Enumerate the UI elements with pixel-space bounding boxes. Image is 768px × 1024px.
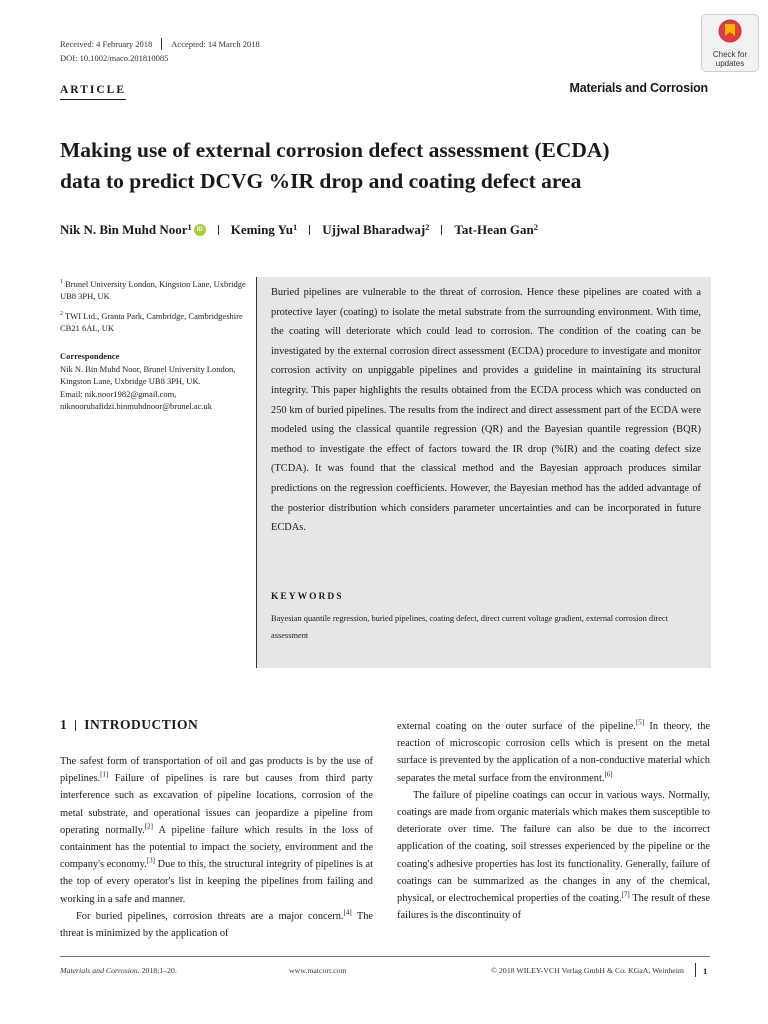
citation-link[interactable]: [1] <box>100 770 109 779</box>
page-number: 1 <box>703 966 708 976</box>
correspondence-email[interactable]: Email: nik.noor1982@gmail.com, <box>60 388 177 399</box>
text-run: Due to this, the structural integrity of pipelines is at the top of every operator's list in keeping the pipelines from failing and working in a safe and manner. <box>60 859 373 905</box>
author-name: Keming Yu <box>230 222 293 237</box>
citation-link[interactable]: [7] <box>621 890 630 899</box>
author-list <box>60 222 538 238</box>
affiliation-2 <box>60 308 250 335</box>
divider <box>161 38 162 50</box>
citation-link[interactable]: [5] <box>635 718 645 727</box>
body-column-left <box>60 753 373 942</box>
text-run: The failure of pipeline coatings can occur in various ways. Normally, coatings are made from organic materials which makes them susceptible to deteriorate over time. The failure can also be due to the incorrect application of the coating, soil stresses experienced by the pipeline or the coating's adhesive properties has lost its functionality. Generally, failure of coatings can be summarized as the changes in any of the chemical, physical, or electrochemical properties of the coating. <box>397 789 710 905</box>
received-accepted-line <box>60 38 260 50</box>
text-run: The result of these failures is the discontinuity of <box>397 893 710 922</box>
title-line-2: data to predict DCVG %IR drop and coating defect area <box>60 169 582 193</box>
journal-name[interactable]: Materials and Corrosion <box>569 81 708 95</box>
author-affiliation-mark: 2 <box>425 222 430 232</box>
text-run: The threat is minimized by the application of <box>60 910 373 940</box>
citation-link[interactable]: [6] <box>604 770 613 779</box>
divider <box>75 720 76 731</box>
correspondence-heading: Correspondence <box>60 351 120 361</box>
abstract-text: Buried pipelines are vulnerable to the threat of corrosion. Hence these pipelines are coated with a protective layer (coating) to isolate the metal substrate from the surrounding environment. With time, the coating will deteriorate which could lead to corrosion. The condition of the coating can be investigated by the external corrosion direct assessment (ECDA) procedure to investigate and monitor corrosion activity on unpiggable pipelines and provides a guideline in maintaining its structural integrity. This paper highlights the results obtained from the ECDA process which was conducted on 250 km of buried pipelines. The results from the indirect and direct assessment part of the ECDA were modeled using the classical quantile regression (QR) and the Bayesian quantile regression (BQR) method to investigate the effect of factors toward the IR drop (%IR) and the coating defect size (TCDA). It was found that the classical method and the Bayesian approach produces similar predictions on the regression coefficients. However, the Bayesian method has the added advantage of the posterior distribution which considers parameter uncertainties and can be incorporated in future ECDAs. <box>271 287 701 534</box>
check-for-updates-icon <box>717 19 743 49</box>
keywords-heading: KEYWORDS <box>271 592 344 602</box>
author-1[interactable] <box>60 222 192 238</box>
citation-link[interactable]: [2] <box>144 822 153 831</box>
footer-copyright: © 2018 WILEY-VCH Verlag GmbH & Co. KGaA, Weinheim <box>491 966 684 975</box>
orcid-icon[interactable]: iD <box>194 224 206 236</box>
paragraph <box>397 787 710 925</box>
paragraph <box>60 753 373 908</box>
abstract-box <box>256 277 711 668</box>
author-name: Nik N. Bin Muhd Noor <box>60 222 188 237</box>
divider <box>309 225 310 235</box>
author-affiliation-mark: 1 <box>187 222 192 232</box>
section-number: 1 <box>60 717 68 732</box>
body-column-right <box>397 718 710 924</box>
section-heading <box>60 717 198 733</box>
text-run: For buried pipelines, corrosion threats are a major concern. <box>76 910 344 922</box>
correspondence-text: Nik N. Bin Muhd Noor, Brunel University London, Kingston Lane, Uxbridge UB8 3PH, UK. <box>60 363 236 386</box>
citation-link[interactable]: [3] <box>146 856 155 865</box>
text-run: external coating on the outer surface of the pipeline. <box>397 721 636 732</box>
check-for-updates-badge[interactable] <box>701 14 759 72</box>
author-affiliation-mark: 1 <box>293 222 298 232</box>
author-4[interactable] <box>454 222 538 238</box>
footer-rule <box>60 956 710 957</box>
section-title: INTRODUCTION <box>84 717 199 732</box>
text-run: In theory, the reaction of microscopic corrosion cells which is present on the metal surface is prevented by the application of a non-conductive material which separates the metal surface from the environment. <box>397 721 710 784</box>
footer-year-pages: 2018;1–20. <box>139 966 177 975</box>
paragraph <box>397 718 710 787</box>
title-line-1: Making use of external corrosion defect assessment (ECDA) <box>60 138 610 162</box>
affiliation-mark: 1 <box>60 279 63 285</box>
divider <box>218 225 219 235</box>
accepted-date: Accepted: 14 March 2018 <box>171 39 260 49</box>
doi[interactable]: DOI: 10.1002/maco.201810085 <box>60 53 169 63</box>
affiliation-text: Brunel University London, Kingston Lane, Uxbridge UB8 3PH, UK <box>60 278 246 302</box>
text-run: A pipeline failure which results in the loss of containment has the potential to impact the society, environment and the company's economy. <box>60 824 373 871</box>
badge-line-1: Check for <box>712 50 748 59</box>
correspondence-email[interactable]: niknooruhafidzi.binmuhdnoor@brunel.ac.uk <box>60 401 213 411</box>
author-affiliation-mark: 2 <box>533 222 539 232</box>
paper-title <box>60 135 720 197</box>
text-run: The safest form of transportation of oil and gas products is by the use of pipelines. <box>60 756 373 785</box>
affiliation-1 <box>60 276 250 303</box>
received-date: Received: 4 February 2018 <box>60 39 153 49</box>
article-type-label: ARTICLE <box>60 84 126 100</box>
citation-link[interactable]: [4] <box>343 908 352 917</box>
author-3[interactable] <box>322 222 429 238</box>
footer-website[interactable]: www.matcorr.com <box>289 966 347 975</box>
divider <box>441 225 442 235</box>
paragraph <box>60 908 373 942</box>
correspondence-block <box>60 350 250 413</box>
affiliation-mark: 2 <box>60 311 63 317</box>
divider <box>695 963 696 977</box>
badge-line-2: updates <box>715 58 745 68</box>
author-name: Tat-Hean Gan <box>454 222 534 237</box>
author-2[interactable] <box>231 222 298 238</box>
footer-journal: Materials and Corrosion. <box>60 966 140 975</box>
affiliation-text: TWI Ltd., Granta Park, Cambridge, Cambridgeshire CB21 6AL, UK <box>60 310 243 334</box>
footer-citation <box>60 966 177 975</box>
author-name: Ujjwal Bharadwaj <box>322 222 426 237</box>
text-run: Failure of pipelines is rare but causes from third party interference such as excavation of pipeline locations, corrosion of the metal substrate, and operational issues can jeopardize a pipeline from operating normally. <box>60 773 373 836</box>
keywords-text: Bayesian quantile regression, buried pipelines, coating defect, direct current voltage gradient, external corrosion direct assessment <box>271 614 668 640</box>
badge-label <box>713 51 747 68</box>
